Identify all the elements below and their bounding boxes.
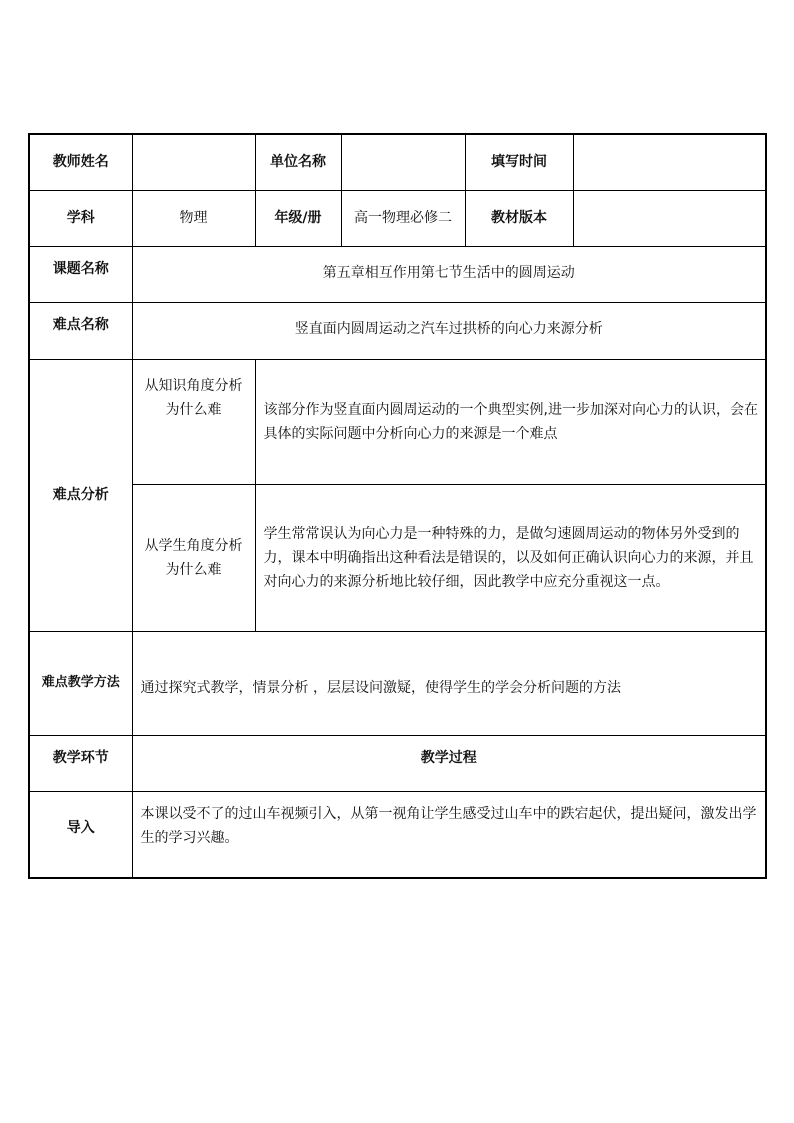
fill-date-label: 填写时间 [465, 134, 573, 190]
textbook-edition-value [573, 190, 766, 246]
intro-text: 本课以受不了的过山车视频引入，从第一视角让学生感受过山车中的跌宕起伏，提出疑问，激发出学生的学习兴趣。 [132, 791, 766, 878]
info-row-2 [29, 190, 766, 246]
info-row-1 [29, 134, 766, 190]
method-row [29, 631, 766, 735]
unit-name-value [341, 134, 465, 190]
analysis-label: 难点分析 [29, 359, 132, 631]
difficulty-value: 竖直面内圆周运动之汽车过拱桥的向心力来源分析 [132, 302, 766, 359]
analysis-knowledge-text: 该部分作为竖直面内圆周运动的一个典型实例,进一步加深对向心力的认识，会在具体的实际问题中分析向心力的来源是一个难点 [255, 359, 766, 484]
analysis-knowledge-label: 从知识角度分析为什么难 [132, 359, 255, 484]
textbook-edition-label: 教材版本 [465, 190, 573, 246]
lesson-plan-table [28, 133, 767, 879]
analysis-student-text: 学生常常误认为向心力是一种特殊的力，是做匀速圆周运动的物体另外受到的力，课本中明确指出这种看法是错误的，以及如何正确认识向心力的来源，并且对向心力的来源分析地比较仔细，因此教学中应充分重视这一点。 [255, 484, 766, 631]
analysis-student-label: 从学生角度分析为什么难 [132, 484, 255, 631]
teacher-name-value [132, 134, 255, 190]
grade-value: 高一物理必修二 [341, 190, 465, 246]
fill-date-value [573, 134, 766, 190]
subject-value: 物理 [132, 190, 255, 246]
grade-label: 年级/册 [255, 190, 341, 246]
teacher-name-label: 教师姓名 [29, 134, 132, 190]
difficulty-row [29, 302, 766, 359]
topic-value: 第五章相互作用第七节生活中的圆周运动 [132, 246, 766, 302]
intro-row [29, 791, 766, 878]
unit-name-label: 单位名称 [255, 134, 341, 190]
method-text: 通过探究式教学，情景分析 ，层层设问激疑，使得学生的学会分析问题的方法 [132, 631, 766, 735]
intro-label: 导入 [29, 791, 132, 878]
process-label: 教学过程 [132, 735, 766, 791]
analysis-knowledge-row [29, 359, 766, 484]
topic-label: 课题名称 [29, 246, 132, 302]
analysis-student-row [29, 484, 766, 631]
topic-row [29, 246, 766, 302]
difficulty-label: 难点名称 [29, 302, 132, 359]
stage-label: 教学环节 [29, 735, 132, 791]
process-header-row [29, 735, 766, 791]
subject-label: 学科 [29, 190, 132, 246]
method-label: 难点教学方法 [29, 631, 132, 735]
